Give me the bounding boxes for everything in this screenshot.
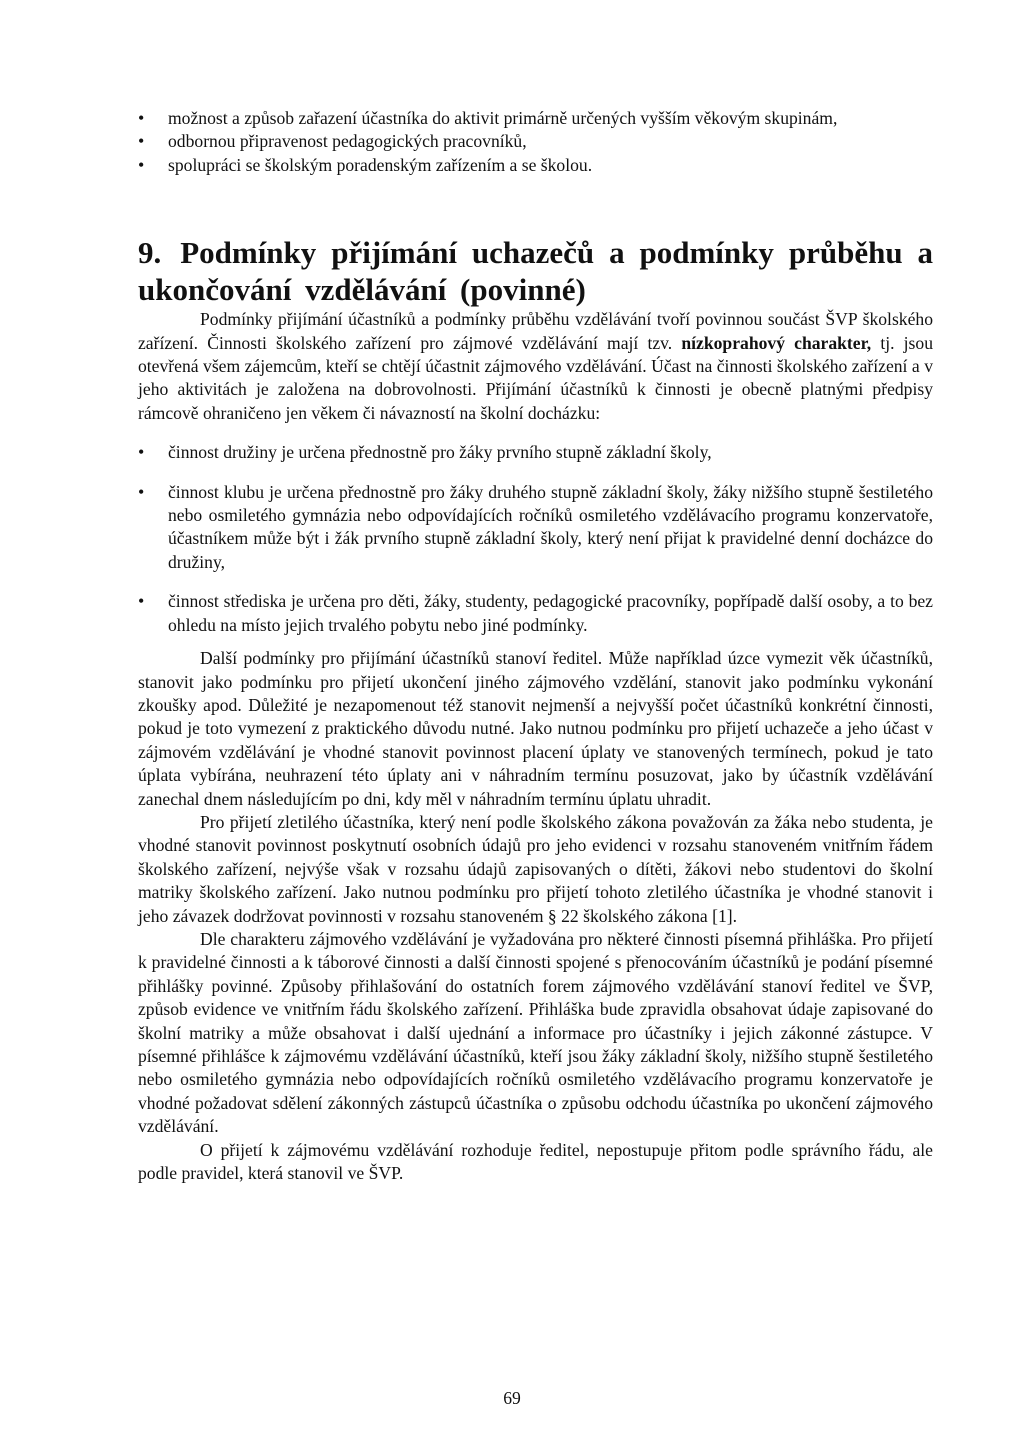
page-number: 69 [503, 1388, 521, 1408]
section-heading [138, 234, 933, 308]
intro-paragraph [138, 308, 933, 425]
list-item: • činnost družiny je určena přednostně pro žáky prvního stupně základní školy, [138, 441, 933, 464]
paragraph-adult-participant: Pro přijetí zletilého účastníka, který není podle školského zákona považován za žáka nebo studenta, je vhodné stanovit povinnost poskytnutí osobních údajů pro jeho evidenci v rozsahu stanoveném vnitřním řádem školského zařízení, nejvýše však v rozsahu údajů zapisovaných o dítěti, žákovi nebo studentovi do školní matriky školského zařízení. Jako nutnou podmínku pro přijetí tohoto zletilého účastníka je vhodné stanovit i jeho závazek dodržovat povinnosti v rozsahu stanoveném § 22 školského zákona [1]. [138, 811, 933, 926]
intro-text-2: tj. jsou otevřená všem zájemcům, kteří se chtějí účastnit zájmového vzdělávání. Účast na činnosti školského zařízení a v jeho aktivitách je založena na dobrovolnosti. Přijímání účastníků k činnosti je obecně platnými předpisy rámcově ohraničeno jen věkem či návazností na školní docházku: [138, 332, 933, 423]
paragraph-admission-decision: O přijetí k zájmovému vzdělávání rozhoduje ředitel, nepostupuje přitom podle správního řádu, ale podle pravidel, která stanovil ve ŠVP. [138, 1139, 933, 1184]
paragraph-conditions: Další podmínky pro přijímání účastníků stanoví ředitel. Může například úzce vymezit věk účastníků, stanovit jako podmínku pro přijetí ukončení jiného zájmového vzdělání, stanovit jako podmínku vykonání zkoušky apod. Důležité je nezapomenout též stanovit nejmenší a nejvyšší počet účastníků konkrétní činnosti, pokud je toto vymezení z praktického důvodu nutné. Jako nutnou podmínku pro přijetí uchazeče a jeho účast v zájmovém vzdělávání je vhodné stanovit povinnost placení úplaty ve stanovených termínech, pokud je tato úplata vybírána, neuhrazení této úplaty ani v náhradním termínu posuzovat, jako by účastník vzdělávání zanechal dnem následujícím po dni, kdy měl v náhradním termínu úplatu uhradit. [138, 648, 933, 809]
list-item: • spolupráci se školským poradenským zařízením a se školou. [138, 154, 933, 177]
activity-bullet-list [138, 441, 933, 637]
section-title: Podmínky přijímání uchazečů a podmínky průběhu a ukončování vzdělávání (povinné) [138, 235, 933, 308]
intro-text-1: Podmínky přijímání účastníků a podmínky průběhu vzdělávání tvoří povinnou součást ŠVP školského zařízení. Činnosti školského zařízení pro zájmové vzdělávání mají tzv. [138, 309, 933, 353]
list-item: • činnost střediska je určena pro děti, žáky, studenty, pedagogické pracovníky, popřípadě další osoby, a to bez ohledu na místo jejich trvalého pobytu nebo jiné podmínky. [138, 590, 933, 637]
page-content [138, 107, 933, 1185]
list-item: • možnost a způsob zařazení účastníka do aktivit primárně určených vyšším věkovým skupinám, [138, 107, 933, 130]
list-item: • odbornou připravenost pedagogických pracovníků, [138, 130, 933, 153]
paragraph-application: Dle charakteru zájmového vzdělávání je vyžadována pro některé činnosti písemná přihláška. Pro přijetí k pravidelné činnosti a k táborové činnosti a další činnosti spojené s přenocováním účastníků je podání písemné přihlášky povinné. Způsoby přihlašování do ostatních forem zájmového vzdělávání stanoví ředitel ve ŠVP, způsob evidence ve vnitřním řádu školského zařízení. Přihláška bude zpravidla obsahovat údaje zapisované do školní matriky a může obsahovat i další ujednání a informace pro účastníky i jejich zákonné zástupce. V písemné přihlášce k zájmovému vzdělávání účastníků, kteří jsou žáky základní školy, nižšího stupně šestiletého nebo osmiletého gymnázia nebo odpovídajících ročníků osmiletého vzdělávacího programu konzervatoře je vhodné požadovat sdělení zákonných zástupců účastníka o způsobu odchodu účastníka po ukončení zájmového vzdělávání. [138, 928, 933, 1137]
list-item: • činnost klubu je určena přednostně pro žáky druhého stupně základní školy, žáky nižšího stupně šestiletého nebo osmiletého gymnázia nebo odpovídajících ročníků osmiletého vzdělávacího programu konzervatoře, účastníkem může být i žák prvního stupně základní školy, který není přijat k pravidelné denní docházce do družiny, [138, 481, 933, 575]
section-number: 9. [138, 235, 162, 271]
intro-bold-term: nízkoprahový charakter, [681, 332, 872, 353]
top-bullet-list [138, 107, 933, 177]
